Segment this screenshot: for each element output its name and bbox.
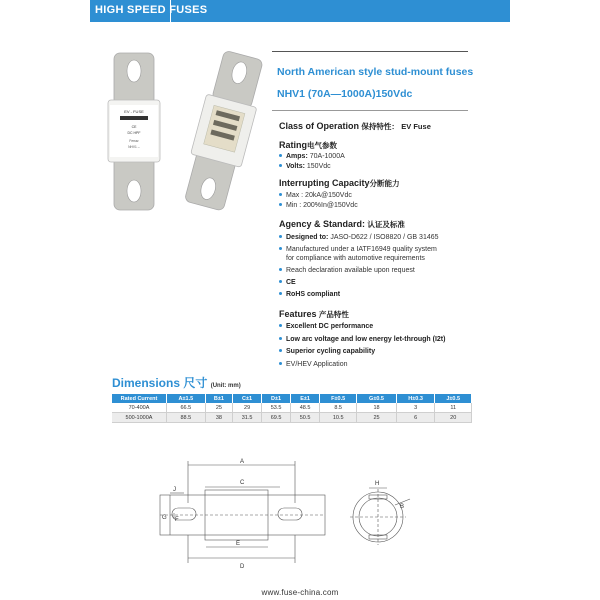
bullet-dot-icon bbox=[279, 164, 282, 167]
drawing-label-a: A bbox=[240, 459, 245, 465]
table-cell: 70-400A bbox=[112, 403, 167, 413]
feature-item bbox=[279, 322, 373, 331]
interrupting-min-text: Min : 200%In@150Vdc bbox=[286, 202, 358, 209]
bullet-dot-icon bbox=[279, 362, 282, 365]
drawing-label-e: E bbox=[236, 541, 241, 547]
fuse-label-line-1: EV - FUSE bbox=[124, 109, 144, 114]
table-cell: 66.5 bbox=[167, 403, 206, 413]
rating-amps-label: Amps: bbox=[286, 153, 308, 160]
dimensions-title bbox=[112, 374, 241, 391]
agency-ce bbox=[279, 278, 296, 287]
bullet-dot-icon bbox=[279, 154, 282, 157]
class-of-operation-value: EV Fuse bbox=[401, 122, 431, 131]
subtitle-rule bbox=[272, 110, 468, 111]
agency-ce-text: CE bbox=[286, 279, 296, 286]
fuse-label-line-4: DC HPF bbox=[127, 131, 141, 135]
table-header-cell: C±1 bbox=[233, 394, 262, 403]
table-cell: 29 bbox=[233, 403, 262, 413]
agency-rohs bbox=[279, 290, 340, 299]
rating-volts-label: Volts: bbox=[286, 163, 305, 170]
class-of-operation-cn: 保持特性： bbox=[361, 122, 399, 131]
agency-heading bbox=[279, 219, 405, 230]
drawing-label-f: F bbox=[175, 517, 179, 523]
table-header-row bbox=[112, 394, 472, 403]
agency-manufactured-line2: for compliance with automotive requirements bbox=[286, 255, 425, 262]
product-subtitle: NHV1 (70A—1000A)150Vdc bbox=[277, 88, 413, 100]
dimensions-title-en: Dimensions bbox=[112, 376, 181, 390]
title-top-rule bbox=[272, 51, 468, 52]
agency-rohs-text: RoHS compliant bbox=[286, 291, 341, 298]
interrupting-min bbox=[279, 201, 358, 210]
fuse-product-photo bbox=[100, 45, 270, 215]
interrupting-max-text: Max : 20kA@150Vdc bbox=[286, 192, 352, 199]
table-cell: 38 bbox=[205, 413, 232, 423]
bullet-dot-icon bbox=[279, 247, 282, 250]
fuse-label-line-6: Ferraz bbox=[129, 139, 139, 143]
drawing-label-b: B bbox=[400, 504, 405, 510]
features-heading bbox=[279, 309, 349, 320]
agency-en: Agency & Standard: bbox=[279, 219, 366, 229]
rating-heading bbox=[279, 140, 337, 151]
table-cell: 25 bbox=[357, 413, 396, 423]
rating-amps bbox=[279, 152, 345, 161]
bullet-dot-icon bbox=[279, 268, 282, 271]
table-header-cell: G±0.5 bbox=[357, 394, 396, 403]
table-header-cell: A±1.5 bbox=[167, 394, 206, 403]
product-title: North American style stud-mount fuses bbox=[277, 66, 474, 78]
features-en: Features bbox=[279, 309, 317, 319]
dimensions-table bbox=[112, 394, 472, 423]
table-cell: 11 bbox=[435, 403, 472, 413]
agency-reach-text: Reach declaration available upon request bbox=[286, 267, 415, 274]
table-cell: 10.5 bbox=[320, 413, 357, 423]
fuse-label-line-7: NHV1 -- bbox=[128, 145, 140, 149]
rating-volts-value: 150Vdc bbox=[306, 163, 331, 170]
feature-text: EV/HEV Application bbox=[286, 361, 348, 368]
footer-website[interactable]: www.fuse-china.com bbox=[261, 588, 339, 597]
page-header-title: HIGH SPEED FUSES bbox=[95, 4, 208, 16]
table-cell: 500-1000A bbox=[112, 413, 167, 423]
table-cell: 25 bbox=[205, 403, 232, 413]
table-cell: 18 bbox=[357, 403, 396, 413]
agency-cn: 认证及标准 bbox=[367, 220, 405, 229]
interrupting-heading bbox=[279, 178, 400, 189]
table-cell: 8.5 bbox=[320, 403, 357, 413]
drawing-label-c: C bbox=[240, 480, 245, 486]
table-row bbox=[112, 413, 472, 423]
feature-text: Low arc voltage and low energy let-through (I2t) bbox=[286, 336, 446, 343]
agency-manufactured bbox=[279, 245, 437, 263]
agency-designed-label: Designed to: bbox=[286, 234, 329, 241]
feature-item bbox=[279, 335, 445, 344]
table-header-cell: Rated Current bbox=[112, 394, 167, 403]
side-view-drawing bbox=[160, 461, 325, 563]
table-header-cell: F±0.5 bbox=[320, 394, 357, 403]
feature-item bbox=[279, 360, 347, 369]
table-cell: 53.5 bbox=[262, 403, 291, 413]
table-header-cell: H±0.3 bbox=[396, 394, 435, 403]
fuse-label-line-3: CE bbox=[131, 125, 137, 129]
rating-cn: 电气参数 bbox=[307, 141, 337, 150]
fuse-front-view bbox=[108, 53, 160, 210]
bullet-dot-icon bbox=[279, 193, 282, 196]
feature-text: Excellent DC performance bbox=[286, 323, 374, 330]
drawing-label-h: H bbox=[375, 481, 380, 487]
table-header-cell: B±1 bbox=[205, 394, 232, 403]
bullet-dot-icon bbox=[279, 280, 282, 283]
agency-reach bbox=[279, 266, 415, 275]
dimensions-title-cn: 尺寸 bbox=[183, 376, 208, 390]
features-cn: 产品特性 bbox=[318, 310, 349, 319]
drawing-label-j: J bbox=[173, 487, 176, 493]
drawing-label-d: D bbox=[240, 564, 245, 570]
rating-amps-value: 70A-1000A bbox=[309, 153, 345, 160]
end-view-labels bbox=[375, 481, 404, 510]
table-header-cell: D±1 bbox=[262, 394, 291, 403]
agency-designed bbox=[279, 233, 439, 242]
bullet-dot-icon bbox=[279, 292, 282, 295]
agency-designed-value: JASO-D622 / ISO8820 / GB 31465 bbox=[330, 234, 439, 241]
table-cell: 88.5 bbox=[167, 413, 206, 423]
rating-volts bbox=[279, 162, 331, 171]
class-of-operation-heading bbox=[279, 121, 431, 132]
table-header-cell: J±0.5 bbox=[435, 394, 472, 403]
interrupting-cn: 分断能力 bbox=[369, 179, 400, 188]
bullet-dot-icon bbox=[279, 235, 282, 238]
drawing-label-g: G bbox=[162, 515, 167, 521]
bullet-dot-icon bbox=[279, 337, 282, 340]
table-row bbox=[112, 403, 472, 413]
fuse-angled-view bbox=[178, 49, 269, 213]
interrupting-en: Interrupting Capacity bbox=[279, 178, 370, 188]
bullet-dot-icon bbox=[279, 203, 282, 206]
dimensions-unit: (Unit: mm) bbox=[210, 383, 241, 389]
bullet-dot-icon bbox=[279, 349, 282, 352]
table-header-cell: E±1 bbox=[291, 394, 320, 403]
agency-manufactured-line1: Manufactured under a IATF16949 quality system bbox=[286, 246, 437, 253]
table-cell: 31.5 bbox=[233, 413, 262, 423]
table-cell: 69.5 bbox=[262, 413, 291, 423]
table-cell: 20 bbox=[435, 413, 472, 423]
interrupting-max bbox=[279, 191, 352, 200]
technical-drawing bbox=[150, 455, 480, 575]
feature-item bbox=[279, 347, 375, 356]
end-view-drawing bbox=[350, 488, 410, 545]
table-cell: 50.5 bbox=[291, 413, 320, 423]
rating-en: Rating bbox=[279, 140, 307, 150]
table-cell: 48.5 bbox=[291, 403, 320, 413]
table-cell: 3 bbox=[396, 403, 435, 413]
bullet-dot-icon bbox=[279, 324, 282, 327]
feature-text: Superior cycling capability bbox=[286, 348, 376, 355]
table-cell: 6 bbox=[396, 413, 435, 423]
class-of-operation-en: Class of Operation bbox=[279, 121, 360, 131]
drawing-labels bbox=[162, 459, 245, 570]
